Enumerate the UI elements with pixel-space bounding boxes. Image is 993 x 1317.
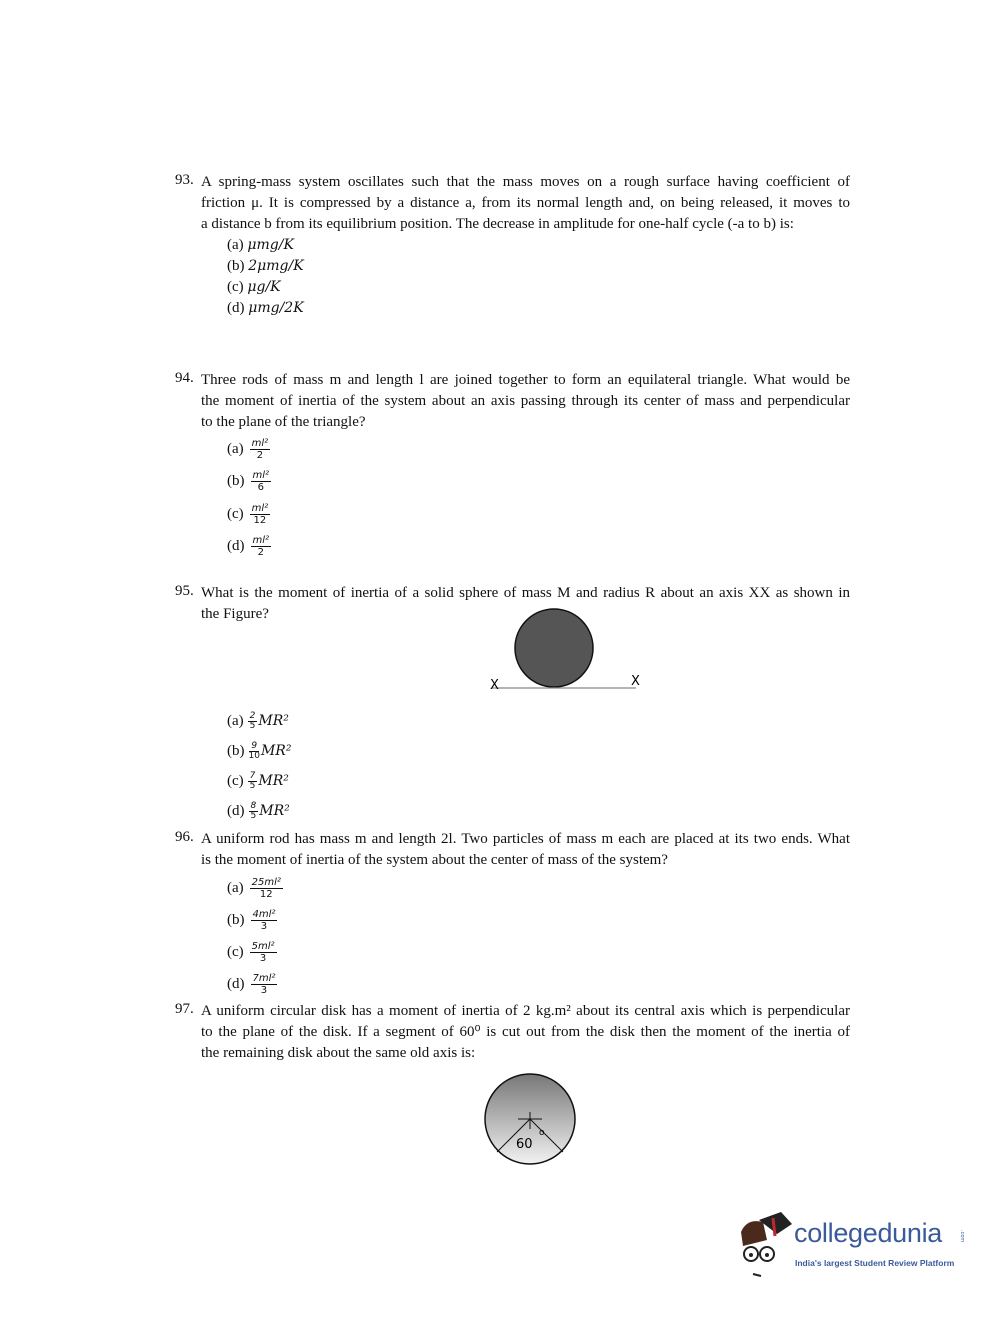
question-97: [175, 1001, 850, 1064]
disk-figure: [482, 1072, 578, 1168]
option-b: (b) $\frac{\text{ml²}}{6}$: [227, 470, 270, 493]
option-a: (a) $\frac{\text{25ml²}}{12}$: [227, 877, 281, 900]
question-96: [175, 829, 850, 996]
option-c: (c) $\frac{\text{5ml²}}{3}$: [227, 941, 275, 964]
option-b: (b) $\frac{\text{4ml²}}{3}$: [227, 909, 276, 932]
question-text-line: A uniform rod has mass m and length 2l. Two particles of mass m each are placed at its two ends. What: [201, 831, 850, 847]
degree-mark: o: [539, 1128, 545, 1138]
mascot-icon: [737, 1210, 793, 1280]
logo-wordmark: collegedunia: [794, 1218, 943, 1248]
option-d: (d) $\frac{\text{ml²}}{2}$: [227, 535, 270, 558]
option-d: (d) $\frac{\text{7ml²}}{3}$: [227, 973, 276, 996]
option-a: (a) $\frac{\text{ml²}}{2}$: [227, 438, 269, 461]
question-number: 94.: [175, 370, 194, 386]
question-text-line: the moment of inertia of the system about an axis passing through its center of mass and perpendicular: [201, 393, 850, 409]
question-text-line: A uniform circular disk has a moment of inertia of 2 kg.m² about its central axis which is perpendicular: [201, 1003, 850, 1019]
option-a: (a) $\frac{2}{5}$ MR²: [227, 711, 289, 732]
question-text-line: Three rods of mass m and length l are joined together to form an equilateral triangle. What would be: [201, 372, 850, 388]
option-b: (b) 2μmg/K: [227, 258, 304, 274]
axis-label-right: X: [631, 674, 640, 689]
question-number: 97.: [175, 1001, 194, 1017]
logo-tagline: India's largest Student Review Platform: [795, 1258, 955, 1268]
question-text-line: What is the moment of inertia of a solid sphere of mass M and radius R about an axis XX as shown in: [201, 585, 850, 601]
question-93: [175, 172, 850, 316]
question-number: 96.: [175, 829, 194, 845]
question-text-line: the remaining disk about the same old axis is:: [201, 1045, 476, 1061]
question-text-line: friction μ. It is compressed by a distance a, from its normal length and, on being released, it moves to: [201, 195, 850, 211]
angle-label: 60: [516, 1137, 533, 1152]
option-c: (c) μg/K: [227, 279, 281, 295]
axis-label-left: X: [490, 678, 499, 693]
option-c: (c) $\frac{7}{5}$ MR²: [227, 771, 289, 792]
sphere: [515, 609, 593, 687]
option-b: (b) $\frac{9}{10}$ MR²: [227, 741, 292, 762]
question-text-line: is the moment of inertia of the system about the center of mass of the system?: [201, 852, 668, 868]
option-c: (c) $\frac{\text{ml²}}{12}$: [227, 503, 269, 526]
question-text-line: the Figure?: [201, 606, 269, 622]
question-number: 93.: [175, 172, 194, 188]
sphere-axis-figure: [480, 605, 660, 695]
option-d: (d) μmg/2K: [227, 300, 304, 316]
question-text-line: to the plane of the triangle?: [201, 414, 366, 430]
question-text-line: a distance b from its equilibrium position. The decrease in amplitude for one-half cycle (-a to b) is:: [201, 216, 794, 232]
option-a: (a) μmg/K: [227, 237, 294, 253]
option-d: (d) $\frac{8}{5}$ MR²: [227, 801, 290, 822]
question-94: [175, 370, 850, 558]
question-number: 95.: [175, 583, 194, 599]
logo-tld: .com: [959, 1230, 965, 1243]
collegedunia-logo: [737, 1210, 977, 1285]
question-text-line: to the plane of the disk. If a segment of 60⁰ is cut out from the disk then the moment of the inertia of: [201, 1024, 850, 1040]
question-text-line: A spring-mass system oscillates such that the mass moves on a rough surface having coefficient of: [201, 174, 850, 190]
